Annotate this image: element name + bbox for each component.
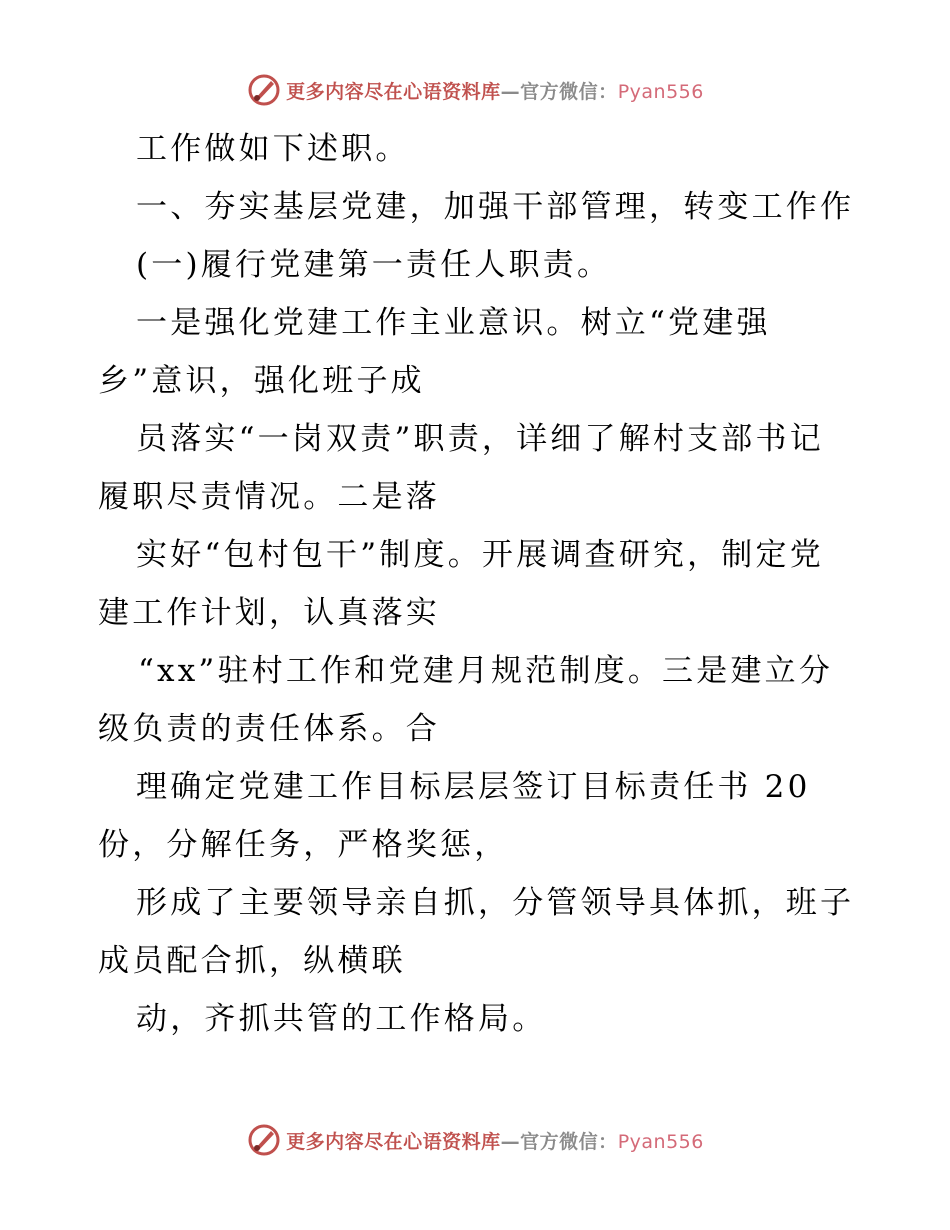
paragraph-line: 实好“包村包干”制度。开展调查研究，制定党 (136, 537, 824, 573)
paragraph-line: 员落实“一岗双责”职责，详细了解村支部书记 (136, 421, 824, 457)
paragraph-line: 工作做如下述职。 (136, 131, 410, 167)
footer-banner-wechat-label: —官方微信： (500, 1130, 618, 1153)
footer-banner-site-name: 更多内容尽在心语资料库 (286, 1130, 501, 1153)
paragraph-line: 一是强化党建工作主业意识。树立“党建强 (136, 305, 771, 341)
paragraph-line: 履职尽责情况。二是落 (98, 479, 440, 515)
header-banner (0, 70, 950, 110)
paragraph-line: 理确定党建工作目标层层签订目标责任书 20 (136, 769, 811, 805)
header-banner-wechat-id: Pyan556 (617, 80, 704, 103)
paragraph-line: 动，齐抓共管的工作格局。 (136, 1001, 547, 1037)
brush-circle-logo-icon (246, 1122, 282, 1158)
subsection-heading: (一)履行党建第一责任人职责。 (136, 247, 612, 283)
paragraph-line: 成员配合抓，纵横联 (98, 943, 406, 979)
footer-banner-wechat-id: Pyan556 (617, 1130, 704, 1153)
paragraph-line: 建工作计划，认真落实 (98, 595, 440, 631)
paragraph-line: 形成了主要领导亲自抓，分管领导具体抓，班子 (136, 885, 855, 921)
paragraph-line: 乡”意识，强化班子成 (98, 363, 425, 399)
header-banner-site-name: 更多内容尽在心语资料库 (286, 80, 501, 103)
paragraph-line: “xx”驻村工作和党建月规范制度。三是建立分 (138, 653, 834, 689)
header-banner-text (286, 77, 704, 104)
footer-banner (0, 1120, 950, 1160)
document-body (98, 120, 858, 1048)
footer-banner-text (286, 1127, 704, 1154)
section-heading: 一、夯实基层党建，加强干部管理，转变工作作 (136, 189, 855, 225)
brush-circle-logo-icon (246, 72, 282, 108)
paragraph-line: 级负责的责任体系。合 (98, 711, 440, 747)
paragraph-line: 份，分解任务，严格奖惩， (98, 827, 509, 863)
header-banner-wechat-label: —官方微信： (500, 80, 618, 103)
